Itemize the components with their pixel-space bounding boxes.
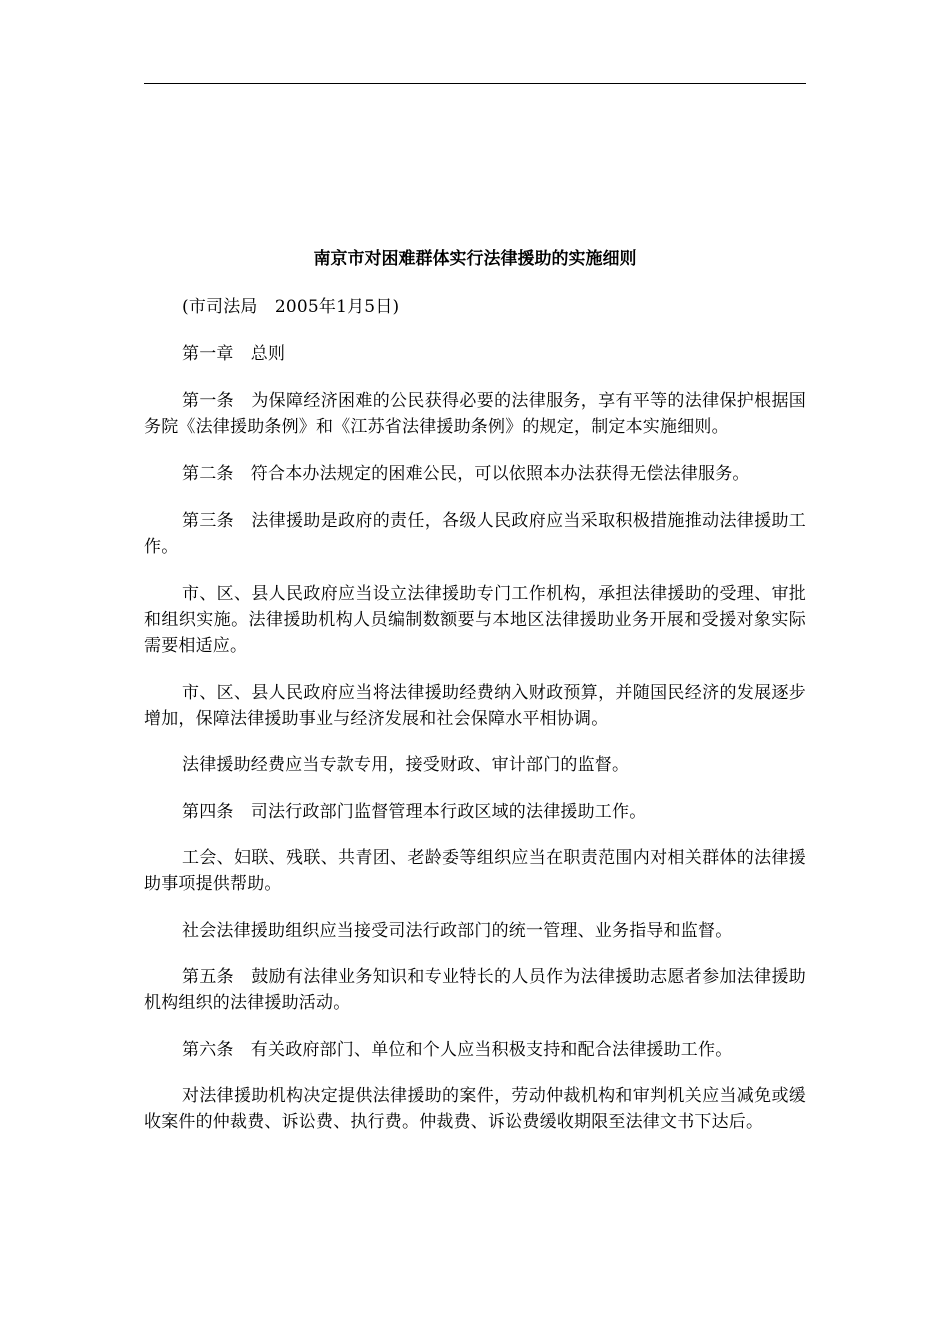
paragraph: 社会法律援助组织应当接受司法行政部门的统一管理、业务指导和监督。 xyxy=(182,921,733,941)
paragraph: 对法律援助机构决定提供法律援助的案件，劳动仲裁机构和审判机关应当减免或缓收案件的仲裁费、诉讼费、执行费。仲裁费、诉讼费缓收期限至法律文书下达后。 xyxy=(144,1086,806,1132)
article-5: 第五条 鼓励有法律业务知识和专业特长的人员作为法律援助志愿者参加法律援助机构组织的法律援助活动。 xyxy=(144,967,806,1013)
document-source: (市司法局 2005年1月5日) xyxy=(182,297,400,317)
paragraph: 工会、妇联、残联、共青团、老龄委等组织应当在职责范围内对相关群体的法律援助事项提供帮助。 xyxy=(144,848,806,894)
article-6: 第六条 有关政府部门、单位和个人应当积极支持和配合法律援助工作。 xyxy=(182,1040,733,1060)
paragraph: 市、区、县人民政府应当设立法律援助专门工作机构，承担法律援助的受理、审批和组织实施。法律援助机构人员编制数额要与本地区法律援助业务开展和受援对象实际需要相适应。 xyxy=(144,584,806,656)
article-4: 第四条 司法行政部门监督管理本行政区域的法律援助工作。 xyxy=(182,802,647,822)
chapter-heading: 第一章 总则 xyxy=(182,344,286,364)
article-2: 第二条 符合本办法规定的困难公民，可以依照本办法获得无偿法律服务。 xyxy=(182,464,750,484)
paragraph: 法律援助经费应当专款专用，接受财政、审计部门的监督。 xyxy=(182,755,630,775)
article-1: 第一条 为保障经济困难的公民获得必要的法律服务，享有平等的法律保护根据国务院《法律援助条例》和《江苏省法律援助条例》的规定，制定本实施细则。 xyxy=(144,391,806,437)
paragraph: 市、区、县人民政府应当将法律援助经费纳入财政预算，并随国民经济的发展逐步增加，保障法律援助事业与经济发展和社会保障水平相协调。 xyxy=(144,683,806,729)
article-3: 第三条 法律援助是政府的责任，各级人民政府应当采取积极措施推动法律援助工作。 xyxy=(144,511,806,557)
header-rule xyxy=(144,83,806,84)
document-title: 南京市对困难群体实行法律援助的实施细则 xyxy=(313,249,637,269)
